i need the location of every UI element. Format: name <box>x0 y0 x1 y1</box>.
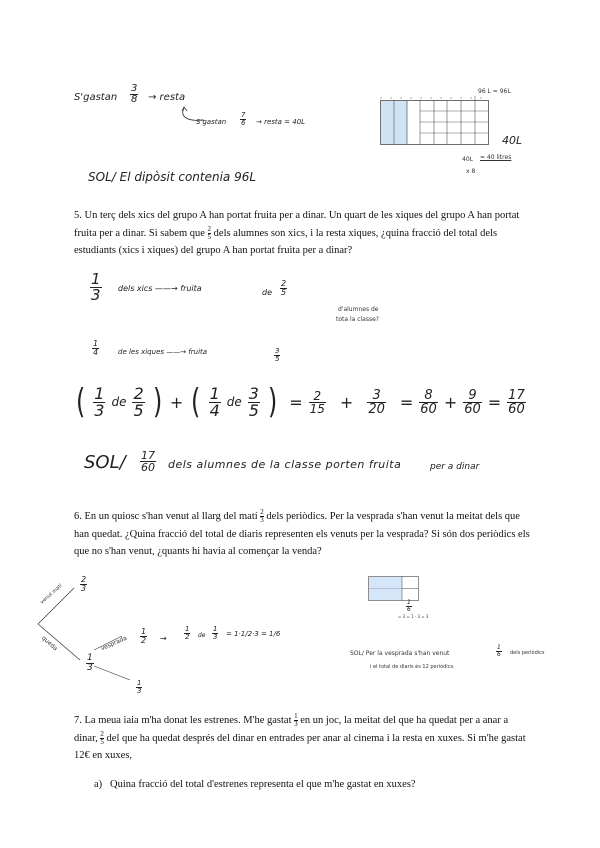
work5-note-b: tota la classe? <box>336 316 379 323</box>
work5-equation: ( $\frac{1}{3}$ de $\frac{2}{5}$ ) + ( $\frac{1}{4}$ de $\frac{3}{5}$ ) = $\frac{2}{15}$ + $\frac{3}{20}$ = $\frac{8}{60}$ + $\frac{9}{60}$ = $\frac{17}{60}$ <box>75 382 525 422</box>
grid-note-b: = 40 litres <box>480 154 512 161</box>
work6-box-note: = 3 = 1 · 3 = 3 <box>398 614 429 619</box>
eq-frac-r1: $\frac{2}{15}$ <box>309 388 325 416</box>
work6-sol-line2: i el total de diaris és 12 periòdics. <box>370 664 455 670</box>
eq-frac-r4: $\frac{9}{60}$ <box>464 387 481 417</box>
work5-fraction-1-4: $\frac{1}{4}$ <box>93 339 99 357</box>
work5-sol-tail: per a dinar <box>430 462 480 472</box>
problem-6-fraction: $\frac{2}{3}$ <box>260 508 264 525</box>
work6-branch-bottom: queda <box>40 634 59 653</box>
problem-7-statement: 7. La meua iaia m'ha donat les estrenes. M'he gastat $\frac{1}{3}$ en un joc, la meitat del que ha quedat per a anar a dinar, $\frac{2}{5}$ del que ha quedat després del dinar en entrades per anar al cinema i la resta en xuxes. Si m'he gastat 12€ en xuxes, <box>74 712 526 761</box>
work6-sol-tail: dels periòdics <box>510 650 545 656</box>
grid-note-c: x 8 <box>466 168 476 175</box>
grid-top-label: 96 L = 96L <box>478 88 511 95</box>
top-fraction-7: $\frac{7}{6}$ <box>241 111 246 127</box>
work6-mult: de <box>198 632 206 639</box>
work5-de-fraction: $\frac{2}{5}$ <box>281 279 287 297</box>
work6-arrow: → <box>160 634 167 643</box>
work5-sol-text: dels alumnes de la classe porten fruita <box>168 458 402 471</box>
eq-frac-c: $\frac{1}{4}$ <box>209 383 220 420</box>
work5-fraction-1-3: $\frac{1}{3}$ <box>91 270 101 304</box>
work5-note-a: d'alumnes de <box>338 306 379 313</box>
work6-box-fraction: $\frac{1}{6}$ <box>407 599 411 613</box>
eq-frac-r3: $\frac{8}{60}$ <box>420 387 437 417</box>
work6-bar-diagram <box>368 576 438 606</box>
top-solution-line: SOL/ El dipòsit contenia 96L <box>88 170 257 184</box>
grid-note-a: 40L <box>462 156 473 163</box>
problem-7-item-a: a) Quina fracció del total d'estrenes representa el que m'he gastat en xuxes? <box>94 779 416 790</box>
problem-5-fraction: $\frac{2}{5}$ <box>207 224 212 241</box>
top-arrow-resta: → resta <box>148 92 186 103</box>
work5-xics-label: dels xics ——→ fruita <box>118 284 202 293</box>
top-sgastan-label: S'gastan <box>74 92 118 103</box>
work6-bottom-fraction: $\frac{1}{3}$ <box>137 679 142 695</box>
top-resta-40l: → resta = 40L <box>256 118 306 126</box>
eq-frac-a: $\frac{1}{3}$ <box>94 383 105 420</box>
work6-vesprada-label: vesprada <box>99 634 129 653</box>
work6-sol-fraction: $\frac{1}{6}$ <box>497 644 501 658</box>
eq-frac-r5: $\frac{17}{60}$ <box>508 387 525 417</box>
eq-frac-b: $\frac{2}{5}$ <box>133 383 144 420</box>
top-fraction-3-8: $\frac{3}{8}$ <box>131 83 138 105</box>
work5-side-fraction: $\frac{3}{5}$ <box>275 347 280 363</box>
work5-sol-fraction: $\frac{17}{60}$ <box>141 449 155 474</box>
top-sgastan2-label: S'gastan <box>196 118 227 126</box>
work5-xiques-label: de les xiques ——→ fruita <box>118 348 208 356</box>
eq-frac-d: $\frac{3}{5}$ <box>248 383 259 420</box>
work6-top-fraction: $\frac{2}{3}$ <box>81 575 87 593</box>
work6-mid-fraction: $\frac{1}{3}$ <box>87 653 93 673</box>
problem-6-statement: 6. En un quiosc s'han venut al llarg del matí $\frac{2}{3}$ dels periòdics. Per la vesprada s'han venut la meitat dels que han quedat. ¿Quina fracció del total de diaris representen els venuts per la vesprada? Si són dos periòdics els que no s'han venut, ¿quants hi havia al començar la venda? <box>74 508 530 557</box>
work6-half-fraction-2: $\frac{1}{2}$ <box>185 625 190 641</box>
work5-sol-prefix: SOL/ <box>84 452 126 473</box>
svg-text:venut matí: venut matí <box>39 582 64 606</box>
eq-frac-r2: $\frac{3}{20}$ <box>368 387 385 417</box>
problem-7-fraction-1: $\frac{1}{3}$ <box>294 712 298 729</box>
problem-5-statement: 5. Un terç dels xics del grupo A han portat fruita per a dinar. Un quart de les xiques del grupo A han portat fruita per a dinar. Si sabem que $\frac{2}{5}$ dels alumnes son xics, i la resta xiques, ¿quina fracció del total dels estudiants (xics i xiques) del grupo A han portat fruita per a dinar? <box>74 210 520 256</box>
grid-diagram <box>380 96 492 148</box>
grid-right-label: 40L <box>502 134 523 147</box>
work5-de-label: de <box>262 288 272 297</box>
work6-sol: SOL/ Per la vesprada s'han venut <box>350 650 450 657</box>
work6-half-fraction: $\frac{1}{2}$ <box>141 627 147 645</box>
problem-7-fraction-2: $\frac{2}{5}$ <box>100 729 104 746</box>
work6-third-fraction: $\frac{1}{3}$ <box>213 625 218 641</box>
work6-calc: = 1·1/2·3 = 1/6 <box>226 630 281 638</box>
